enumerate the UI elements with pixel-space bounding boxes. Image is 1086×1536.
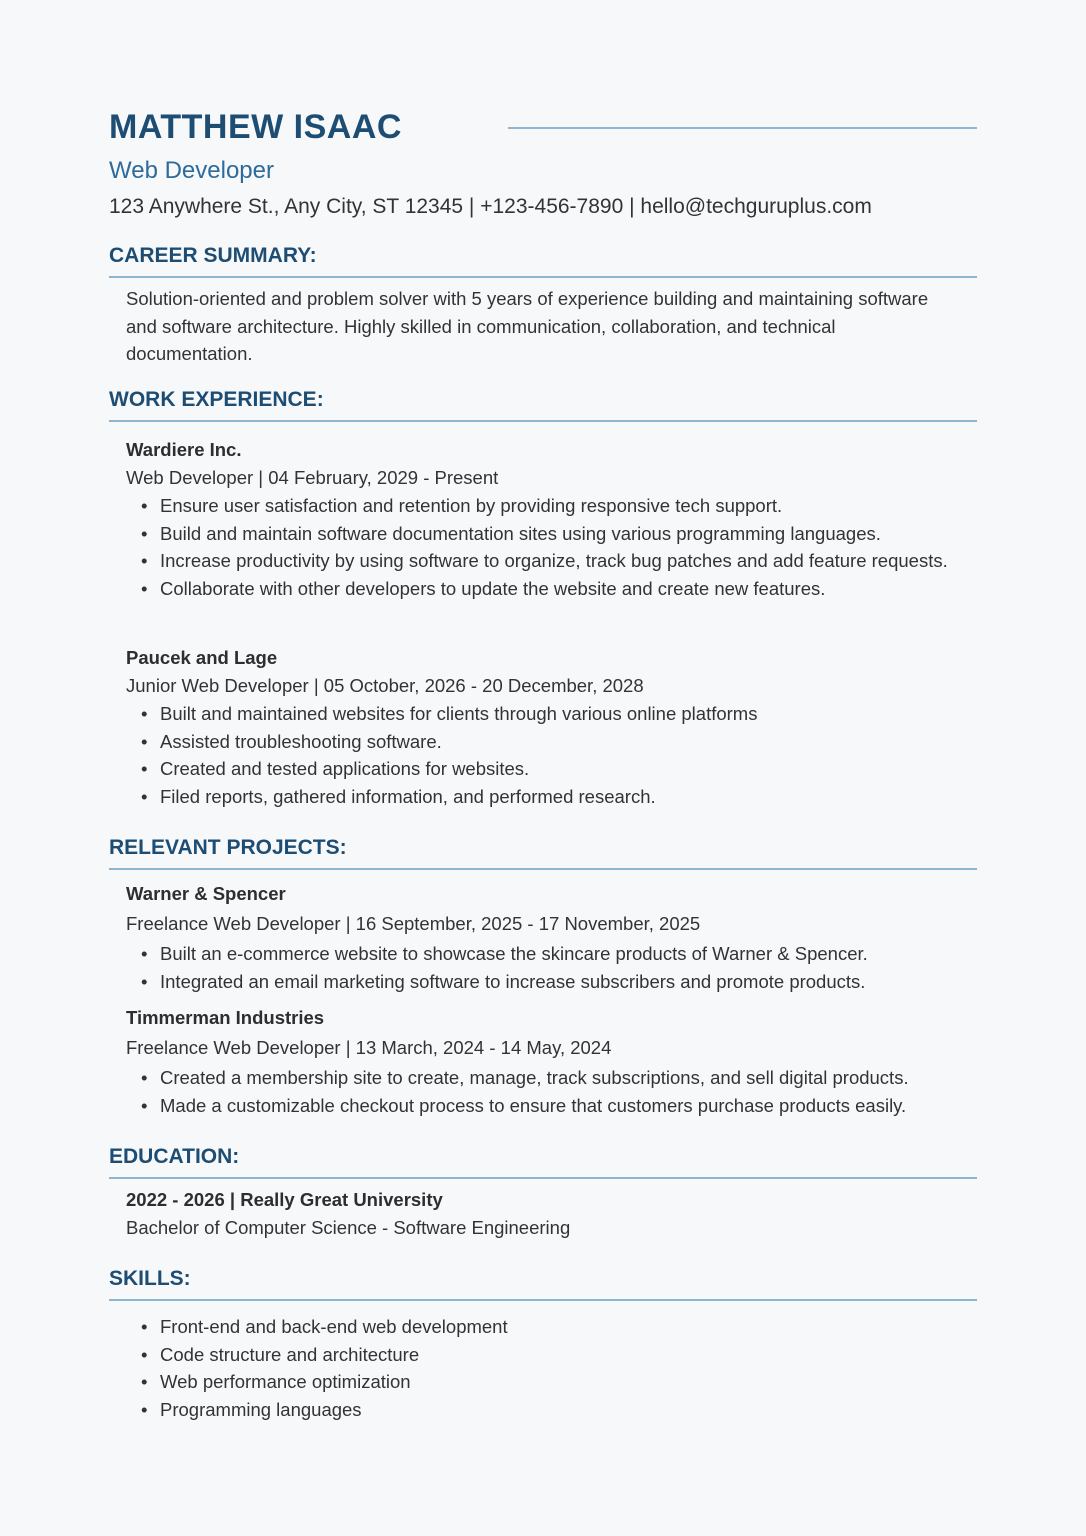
job-entry (126, 644, 986, 810)
list-item: • Created a membership site to create, manage, track subscriptions, and sell digital products. (141, 1067, 909, 1088)
degree-program: Bachelor of Computer Science - Software Engineering (126, 1217, 571, 1238)
list-item: • Integrated an email marketing software to increase subscribers and promote products. (141, 970, 866, 992)
list-item: • Increase productivity by using software to organize, track bug patches and add feature requests. (141, 550, 948, 571)
job-entry (126, 436, 986, 602)
list-item: • Code structure and architecture (141, 1343, 420, 1365)
list-item: • Filed reports, gathered information, and performed research. (141, 785, 656, 807)
role-and-dates: Freelance Web Developer | 13 March, 2024 - 14 May, 2024 (126, 1037, 612, 1058)
education-entry (126, 1186, 986, 1242)
role-and-dates: Web Developer | 04 February, 2029 - Present (126, 467, 499, 488)
list-item: • Assisted troubleshooting software. (141, 730, 442, 752)
candidate-name: MATTHEW ISAAC (109, 108, 402, 146)
degree-line: 2022 - 2026 | Really Great University (126, 1189, 443, 1210)
project-entry (126, 1004, 986, 1119)
list-item: • Build and maintain software documentation sites using various programming languages. (141, 522, 881, 544)
section-title: CAREER SUMMARY: (109, 244, 317, 267)
header-divider (508, 127, 977, 129)
project-entry (126, 880, 986, 995)
role-and-dates: Junior Web Developer | 05 October, 2026 - 20 December, 2028 (126, 675, 644, 696)
education-heading (109, 1141, 977, 1179)
section-title: RELEVANT PROJECTS: (109, 836, 347, 859)
list-item: • Built an e-commerce website to showcase the skincare products of Warner & Spencer. (141, 943, 868, 964)
skills-entry (126, 1313, 986, 1423)
list-item: • Web performance optimization (141, 1371, 411, 1392)
work-experience-heading (109, 384, 977, 422)
project-client: Warner & Spencer (126, 883, 286, 904)
company-name: Wardiere Inc. (126, 439, 242, 460)
job-bullets (126, 700, 986, 810)
project-client: Timmerman Industries (126, 1007, 325, 1028)
section-title: SKILLS: (109, 1267, 191, 1290)
company-name: Paucek and Lage (126, 647, 278, 668)
skills-list (126, 1313, 986, 1423)
project-bullets (126, 1064, 986, 1119)
relevant-projects-heading (109, 832, 977, 870)
role-and-dates: Freelance Web Developer | 16 September, 2025 - 17 November, 2025 (126, 913, 701, 934)
section-title: WORK EXPERIENCE: (109, 388, 324, 411)
list-item: • Ensure user satisfaction and retention by providing responsive tech support. (141, 495, 783, 516)
section-title: EDUCATION: (109, 1145, 240, 1168)
list-item: • Made a customizable checkout process to ensure that customers purchase products easily. (141, 1094, 907, 1116)
job-title: Web Developer (109, 157, 274, 184)
list-item: • Collaborate with other developers to update the website and create new features. (141, 577, 826, 599)
list-item: • Built and maintained websites for clients through various online platforms (141, 703, 758, 724)
project-bullets (126, 940, 986, 995)
contact-info: 123 Anywhere St., Any City, ST 12345 | +123-456-7890 | hello@techguruplus.com (109, 195, 872, 218)
career-summary-text: Solution-oriented and problem solver with 5 years of experience building and maintaining software and software architecture. Highly skilled in communication, collaboration, and technical documentation. (126, 288, 929, 364)
career-summary-heading (109, 240, 977, 278)
skills-heading (109, 1263, 977, 1301)
list-item: • Programming languages (141, 1398, 362, 1420)
list-item: • Front-end and back-end web development (141, 1316, 508, 1337)
job-bullets (126, 492, 986, 602)
list-item: • Created and tested applications for websites. (141, 758, 530, 779)
